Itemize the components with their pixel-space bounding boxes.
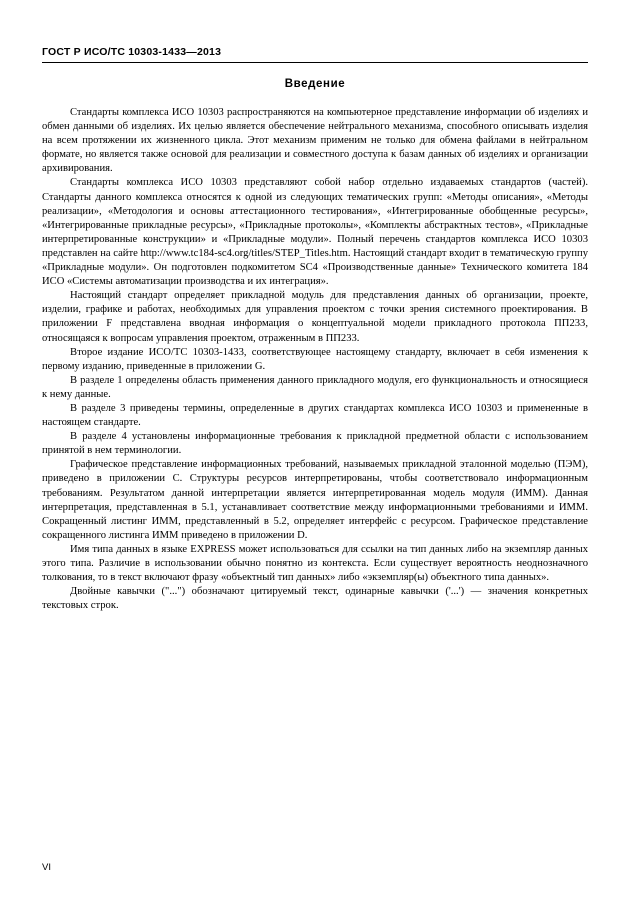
paragraph: Двойные кавычки ("...") обозначают цитируемый текст, одинарные кавычки ('...') — значения конкретных текстовых строк. — [42, 586, 588, 612]
paragraph: Стандарты комплекса ИСО 10303 представляют собой набор отдельно издаваемых стандартов (частей). Стандарты данного комплекса относятся к одной из следующих тематических групп: «Методы описания», «Методы реализации», «Методология и основы аттестационного тестирования», «Интегрированные обобщенные ресурсы», «Интегрированные прикладные ресурсы», «Прикладные протоколы», «Комплекты абстрактных тестов», «Прикладные интерпретированные конструкции» и «Прикладные модули». Полный перечень стандартов комплекса ИСО 10303 представлен на сайте http://www.tc184-sc4.org/titles/STEP_Titles.htm. Настоящий стандарт входит в тематическую группу «Прикладные модули». Он подготовлен подкомитетом SC4 «Производственные данные» Технического комитета 184 ИСО «Системы автоматизации производства и их интеграция». — [42, 177, 588, 288]
header-divider — [42, 62, 588, 63]
body-text — [42, 106, 588, 613]
paragraph: В разделе 3 приведены термины, определенные в других стандартах комплекса ИСО 10303 и примененные в настоящем стандарте. — [42, 402, 588, 429]
paragraph: Настоящий стандарт определяет прикладной модуль для представления данных об организации, проекте, изделии, графике и работах, необходимых для управления проектом с точки зрения системного проектирования. В приложении F представлена вводная информация о концептуальной модели прикладного протокола ПП233, относящаяся к вопросам управления проектом, отраженным в ПП233. — [42, 290, 588, 344]
page-number: VI — [42, 862, 51, 873]
paragraph: В разделе 4 установлены информационные требования к прикладной предметной области с использованием принятой в нем терминологии. — [42, 431, 588, 457]
paragraph: В разделе 1 определены область применения данного прикладного модуля, его функциональность и относящиеся к нему данные. — [42, 374, 588, 400]
paragraph: Имя типа данных в языке EXPRESS может использоваться для ссылки на тип данных либо на экземпляр данных этого типа. Различие в использовании обычно понятно из контекста. Если существует вероятность неоднозначного толкования, то в текст включают фразу «объектный тип данных» либо «экземпляр(ы) объектного типа данных». — [42, 543, 588, 584]
paragraph: Графическое представление информационных требований, называемых прикладной эталонной моделью (ПЭМ), приведено в приложении C. Структуры ресурсов интерпретированы, чтобы соответствовало информационным требованиям. Результатом данной интерпретации является интерпретированная модель модуля (ИММ). Данная интерпретация, представленная в 5.1, устанавливает соответствие между информационными требованиями и ИММ. Сокращенный листинг ИММ, представленный в 5.2, определяет интерфейс с ресурсом. Графическое представление сокращенного листинга ИММ приведено в приложении D. — [42, 459, 588, 541]
standard-header: ГОСТ Р ИСО/ТС 10303-1433—2013 — [42, 46, 222, 58]
paragraph: Стандарты комплекса ИСО 10303 распространяются на компьютерное представление информации об изделиях и обмен данными об изделиях. Их целью является обеспечение нейтрального механизма, способного описывать изделия на всем протяжении их жизненного цикла. Этот механизм применим не только для обмена файлами в нейтральном формате, но является также основой для реализации и совместного доступа к базам данных об изделиях и организации архивирования. — [42, 107, 588, 175]
paragraph: Второе издание ИСО/ТС 10303-1433, соответствующее настоящему стандарту, включает в себя изменения к первому изданию, приведенные в приложении G. — [42, 346, 588, 372]
page-title: Введение — [284, 78, 346, 90]
